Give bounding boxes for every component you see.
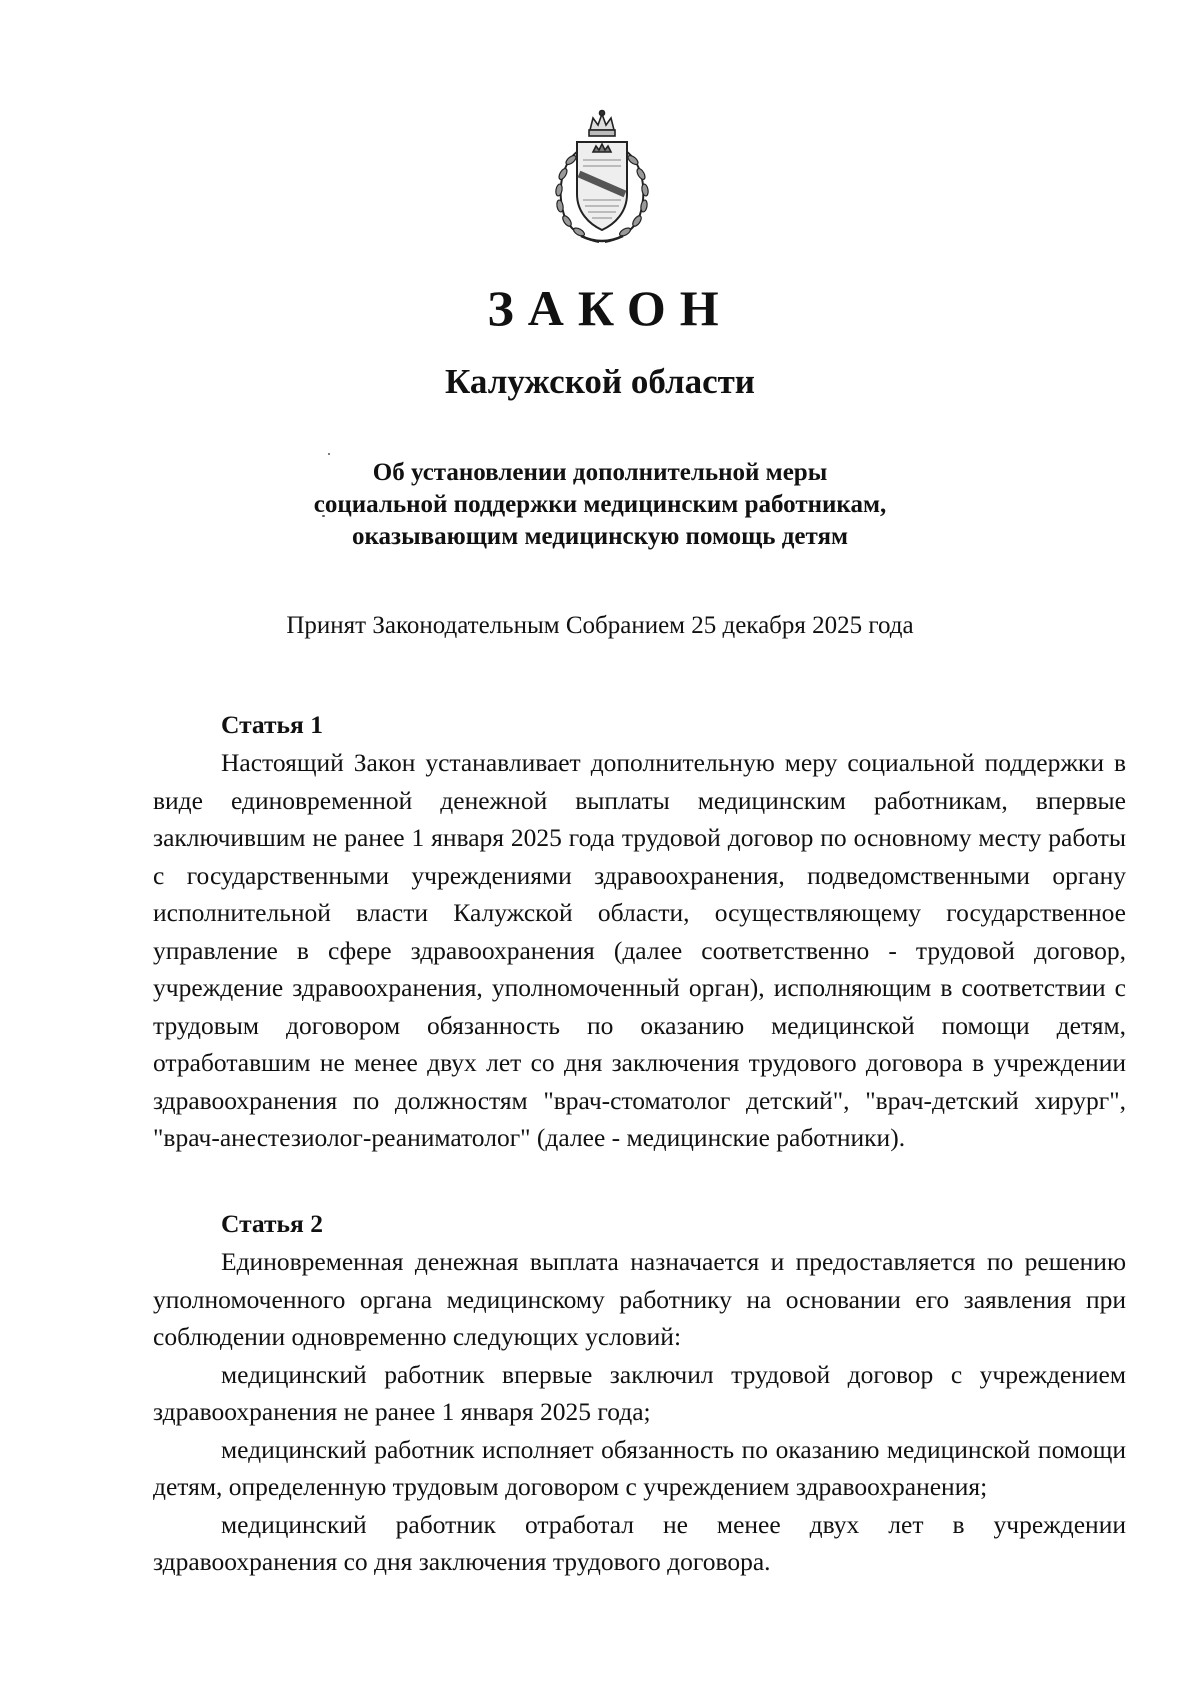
article-paragraph: медицинский работник исполняет обязанность по оказанию медицинской помощи детям, определенную трудовым договором с учреждением здравоохранения; bbox=[153, 1434, 1126, 1501]
document-type-title: ЗАКОН bbox=[487, 280, 733, 336]
article-2 bbox=[153, 1205, 1126, 1581]
article-heading: Статья 2 bbox=[221, 1209, 323, 1238]
adoption-note: Принят Законодательным Собранием 25 декабря 2025 года bbox=[286, 612, 914, 639]
law-subject-heading bbox=[300, 457, 900, 553]
subject-line: социальной поддержки медицинским работникам, bbox=[313, 491, 887, 518]
article-paragraph: медицинский работник отработал не менее двух лет в учреждении здравоохранения со дня заключения трудового договора. bbox=[153, 1509, 1126, 1576]
subject-line: оказывающим медицинскую помощь детям bbox=[352, 523, 848, 550]
region-title: Калужской области bbox=[445, 362, 755, 401]
article-paragraph: Единовременная денежная выплата назначается и предоставляется по решению уполномоченного органа медицинскому работнику на основании его заявления при соблюдении одновременно следующих условий: bbox=[153, 1247, 1126, 1351]
kaluga-region-coat-of-arms-icon bbox=[543, 108, 661, 248]
article-1 bbox=[153, 706, 1126, 1157]
subject-line: Об установлении дополнительной меры bbox=[372, 459, 828, 486]
article-paragraph: медицинский работник впервые заключил трудовой договор с учреждением здравоохранения не ранее 1 января 2025 года; bbox=[153, 1359, 1126, 1426]
scan-speck bbox=[328, 453, 330, 455]
article-paragraph: Настоящий Закон устанавливает дополнительную меру социальной поддержки в виде единовременной денежной выплаты медицинским работникам, впервые заключившим не ранее 1 января 2025 года трудовой договор по основному месту работы с государственными учреждениями здравоохранения, подведомственными органу исполнительной власти Калужской области, осуществляющему государственное управление в сфере здравоохранения (далее соответственно - трудовой договор, учреждение здравоохранения, уполномоченный орган), исполняющим в соответствии с трудовым договором обязанность по оказанию медицинской помощи детям, отработавшим не менее двух лет со дня заключения трудового договора в учреждении здравоохранения по должностям "врач-стоматолог детский", "врач-детский хирург", "врач-анестезиолог-реаниматолог" (далее - медицинские работники). bbox=[153, 748, 1126, 1152]
article-heading: Статья 1 bbox=[221, 710, 323, 739]
